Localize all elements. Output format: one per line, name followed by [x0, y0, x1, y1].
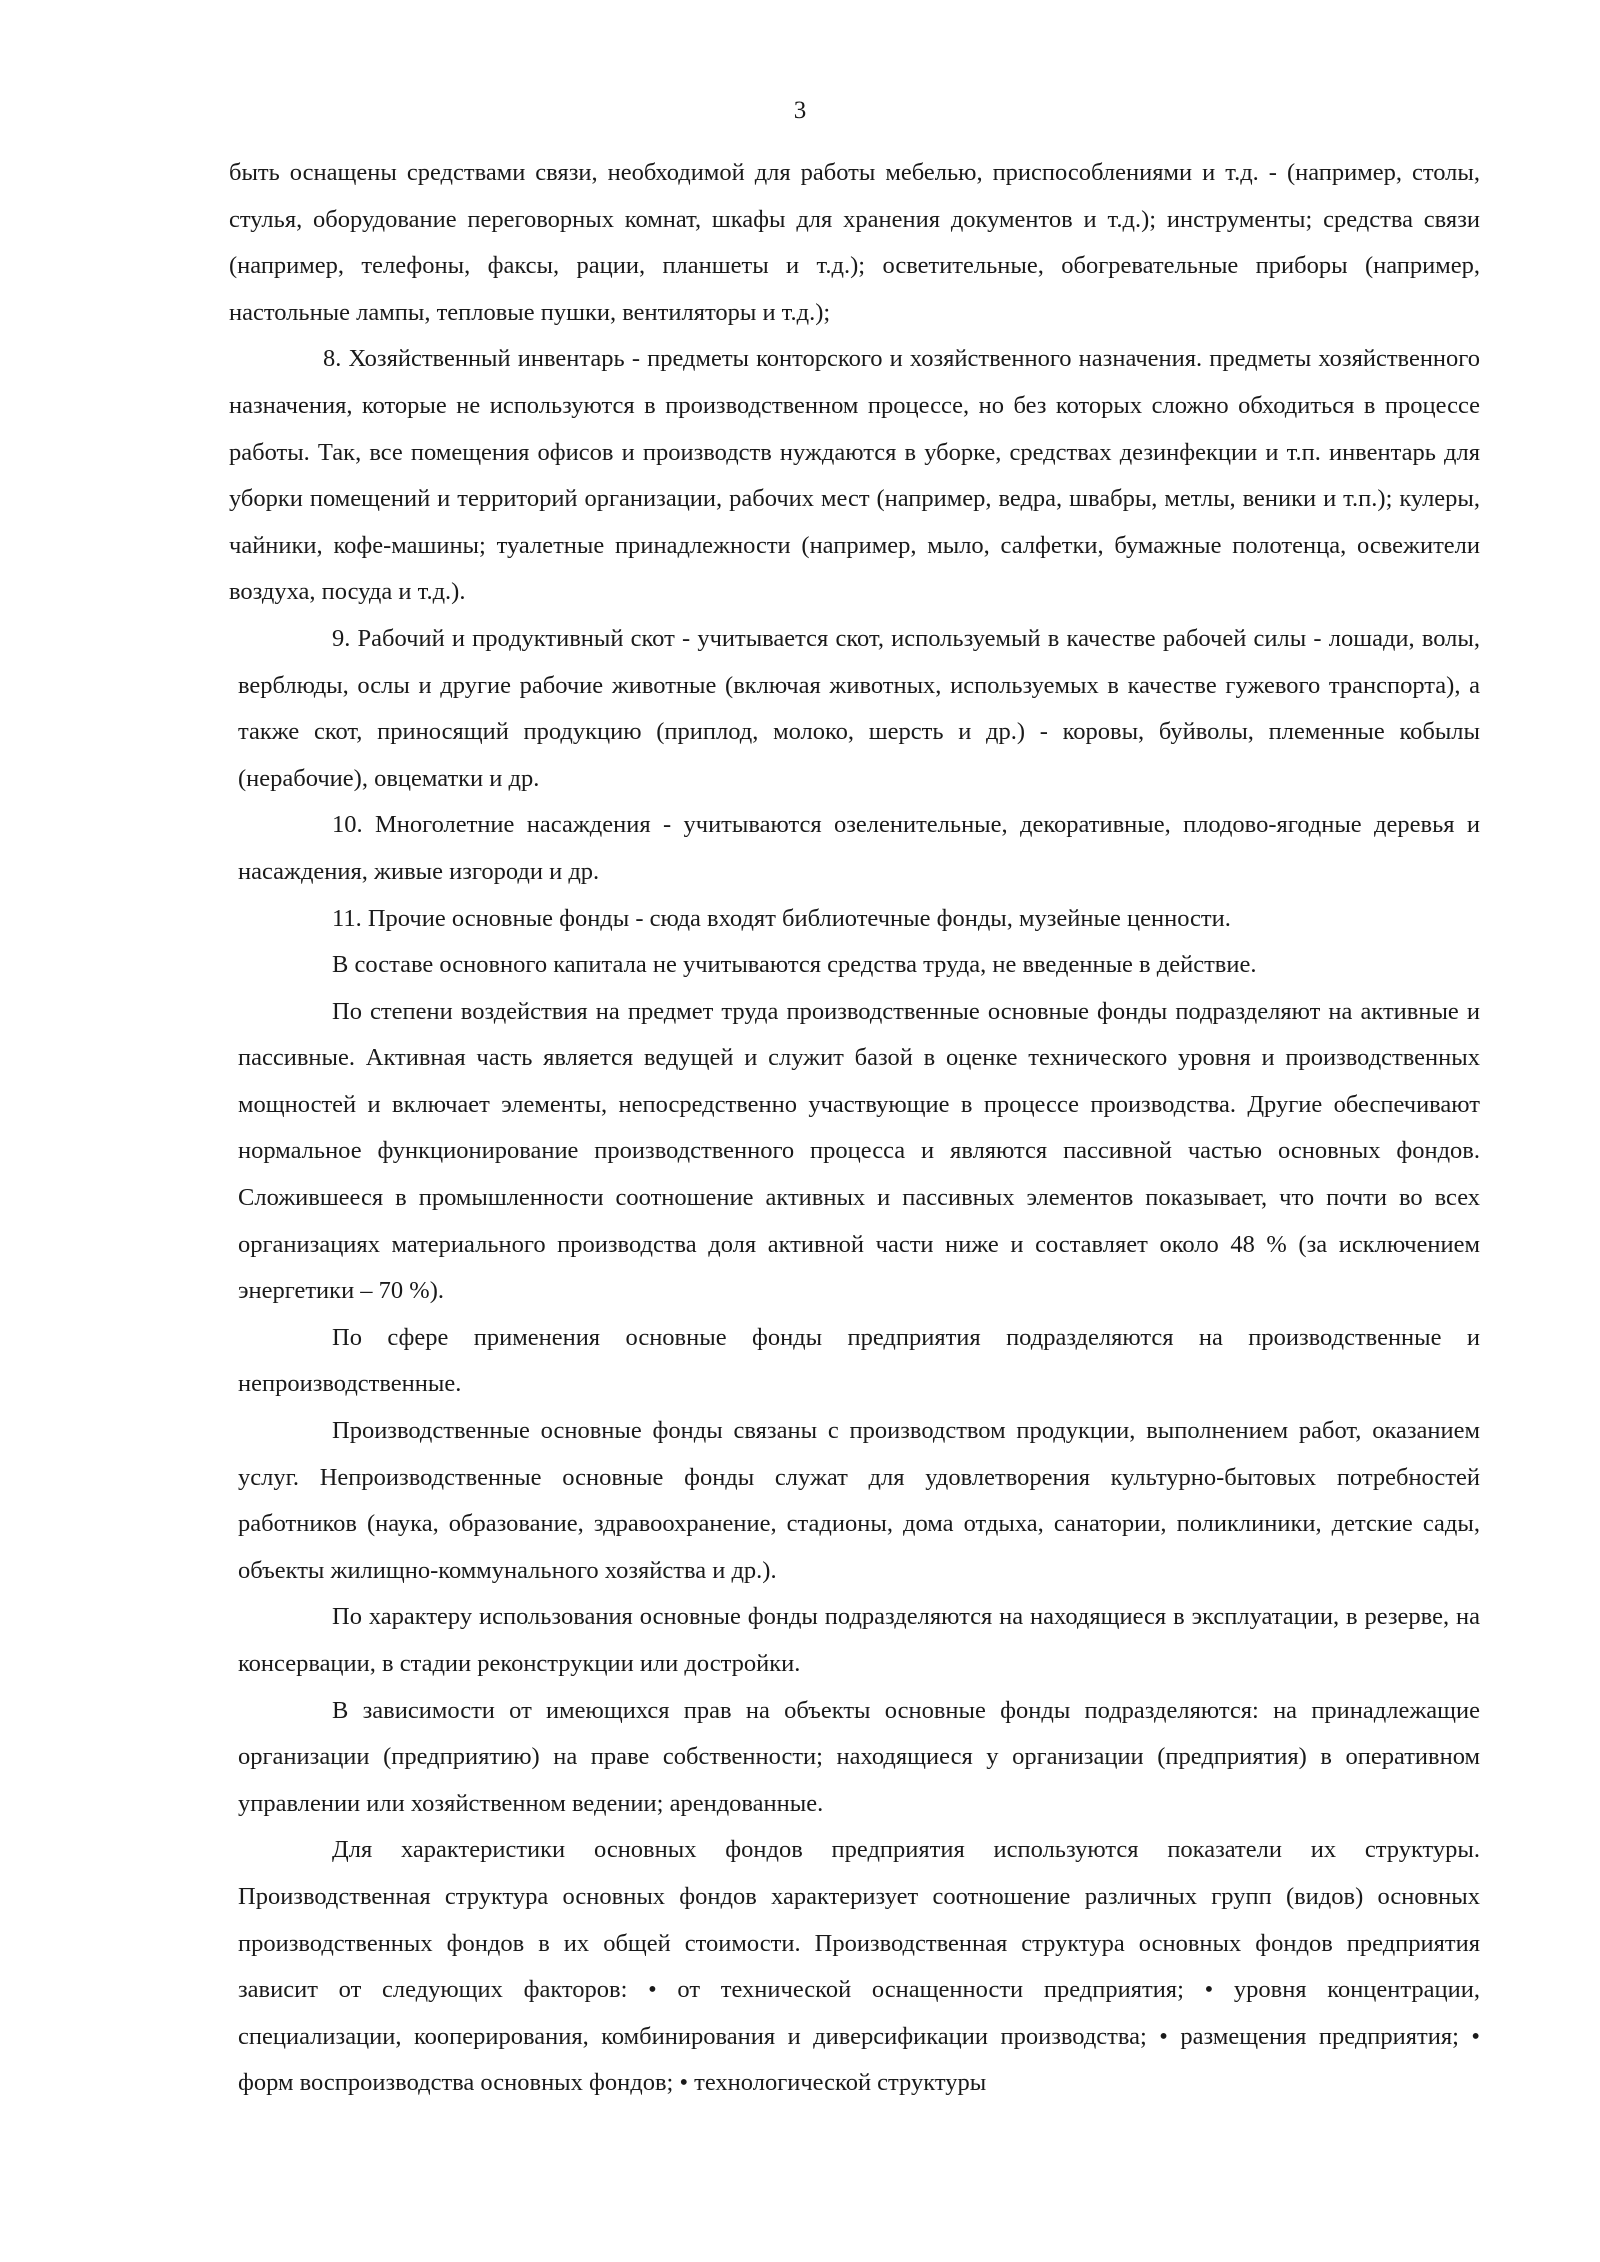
- paragraph-item-9: 9. Рабочий и продуктивный скот - учитывается скот, используемый в качестве рабочей силы - лошади, волы, верблюды, ослы и другие рабочие животные (включая животных, используемых в качестве гужевого транспорта), а также скот, приносящий продукцию (приплод, молоко, шерсть и др.) - коровы, буйволы, племенные кобылы (нерабочие), овцематки и др.: [238, 624, 1480, 792]
- paragraph-item-11: 11. Прочие основные фонды - сюда входят библиотечные фонды, музейные ценности.: [332, 904, 1231, 932]
- paragraph-excluded-assets: В составе основного капитала не учитываются средства труда, не введенные в действие.: [332, 951, 1257, 979]
- paragraph-rights: В зависимости от имеющихся прав на объекты основные фонды подразделяются: на принадлежащие организации (предприятию) на праве собственности; находящиеся у организации (предприятия) в оперативном управлении или хозяйственном ведении; арендованные.: [238, 1696, 1480, 1817]
- paragraph-structure: Для характеристики основных фондов предприятия используются показатели их структуры. Производственная структура основных фондов характеризует соотношение различных групп (видов) основных производственных фондов в их общей стоимости. Производственная структура основных фондов предприятия зависит от следующих факторов: • от технической оснащенности предприятия; • уровня концентрации, специализации, кооперирования, комбинирования и диверсификации производства; • размещения предприятия; • форм воспроизводства основных фондов; • технологической структуры: [238, 1836, 1480, 2097]
- page-number: 3: [793, 97, 807, 124]
- paragraph-usage: По характеру использования основные фонды подразделяются на находящиеся в эксплуатации, в резерве, на консервации, в стадии реконструкции или достройки.: [238, 1603, 1480, 1677]
- paragraph-continuation: быть оснащены средствами связи, необходимой для работы мебелью, приспособлениями и т.д. - (например, столы, стулья, оборудование переговорных комнат, шкафы для хранения документов и т.д.); инструменты; средства связи (например, телефоны, факсы, рации, планшеты и т.д.); осветительные, обогревательные приборы (например, настольные лампы, тепловые пушки, вентиляторы и т.д.);: [229, 159, 1480, 326]
- paragraph-active-passive: По степени воздействия на предмет труда производственные основные фонды подразделяют на активные и пассивные. Активная часть является ведущей и служит базой в оценке технического уровня и производственных мощностей и включает элементы, непосредственно участвующие в процессе производства. Другие обеспечивают нормальное функционирование производственного процесса и являются пассивной частью основных фондов. Сложившееся в промышленности соотношение активных и пассивных элементов показывает, что почти во всех организациях материального производства доля активной части ниже и составляет около 48 % (за исключением энергетики – 70 %).: [238, 997, 1480, 1305]
- document-body: [229, 150, 1480, 2107]
- paragraph-item-10: 10. Многолетние насаждения - учитываются озеленительные, декоративные, плодово-ягодные деревья и насаждения, живые изгороди и др.: [238, 811, 1480, 885]
- paragraph-production-funds: Производственные основные фонды связаны с производством продукции, выполнением работ, оказанием услуг. Непроизводственные основные фонды служат для удовлетворения культурно-бытовых потребностей работников (наука, образование, здравоохранение, стадионы, дома отдыха, санатории, поликлиники, детские сады, объекты жилищно-коммунального хозяйства и др.).: [238, 1417, 1480, 1584]
- paragraph-sphere: По сфере применения основные фонды предприятия подразделяются на производственные и непроизводственные.: [238, 1323, 1480, 1398]
- paragraph-item-8: 8. Хозяйственный инвентарь - предметы конторского и хозяйственного назначения. предметы хозяйственного назначения, которые не используются в производственном процессе, но без которых сложно обходиться в процессе работы. Так, все помещения офисов и производств нуждаются в уборке, средствах дезинфекции и т.п. инвентарь для уборки помещений и территорий организации, рабочих мест (например, ведра, швабры, метлы, веники и т.п.); кулеры, чайники, кофе-машины; туалетные принадлежности (например, мыло, салфетки, бумажные полотенца, освежители воздуха, посуда и т.д.).: [229, 345, 1480, 606]
